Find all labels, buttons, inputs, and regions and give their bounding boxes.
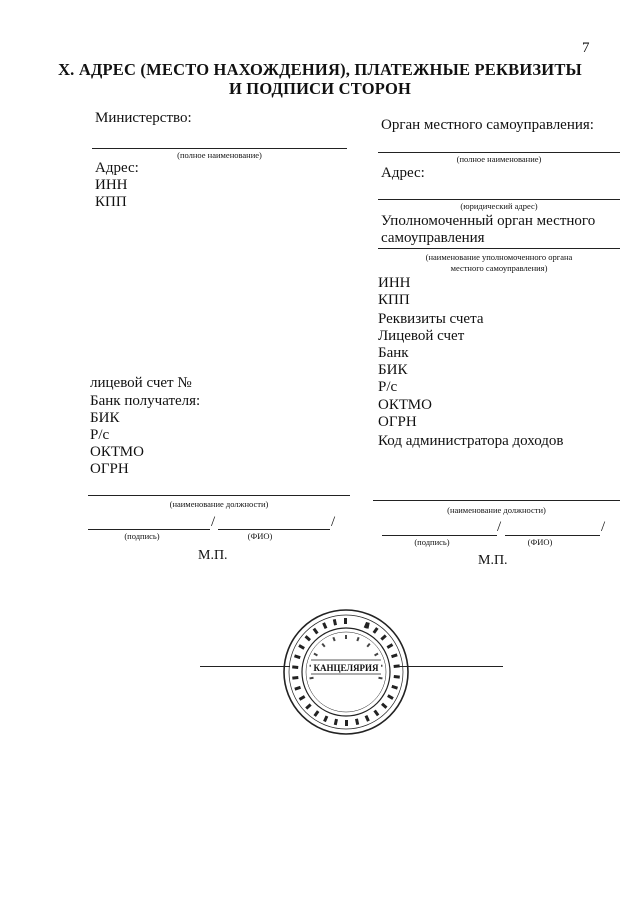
ministry-name-line (92, 148, 347, 149)
ministry-kpp-label: КПП (95, 194, 127, 210)
municipality-bank-label: Банк (378, 345, 409, 361)
municipality-address-label: Адрес: (381, 165, 425, 181)
municipality-signature-line (382, 535, 497, 536)
ministry-signature-caption: (подпись) (124, 531, 160, 541)
ministry-position-caption: (наименование должности) (169, 499, 269, 509)
ministry-oktmo-label: ОКТМО (90, 444, 144, 460)
municipality-signature-caption: (подпись) (414, 537, 450, 547)
authorized-body-caption-1: (наименование уполномоченного органа (425, 252, 573, 262)
municipality-address-line (378, 199, 620, 200)
municipality-heading: Орган местного самоуправления: (381, 117, 594, 133)
municipality-position-line (373, 500, 620, 501)
ministry-fio-line (218, 529, 330, 530)
ministry-slash-end: / (331, 514, 336, 530)
ministry-heading: Министерство: (95, 110, 192, 126)
page-number: 7 (582, 40, 590, 56)
stamp-label: КАНЦЕЛЯРИЯ (313, 663, 379, 673)
municipality-fio-line (505, 535, 600, 536)
municipality-name-caption: (полное наименование) (456, 154, 542, 164)
municipality-kpp-label: КПП (378, 292, 410, 308)
ministry-address-label: Адрес: (95, 160, 139, 176)
authorized-body-line1: Уполномоченный орган местного (381, 213, 596, 229)
municipality-bik-label: БИК (378, 362, 408, 378)
municipality-ogrn-label: ОГРН (378, 414, 417, 430)
ministry-rs-label: Р/с (90, 427, 110, 443)
authorized-body-line (378, 248, 620, 249)
municipality-admin-code-label: Код администратора доходов (378, 433, 564, 449)
official-stamp (282, 608, 410, 736)
municipality-inn-label: ИНН (378, 275, 411, 291)
municipality-slash: / (497, 519, 502, 535)
municipality-slash-end: / (601, 519, 606, 535)
authorized-body-caption-2: местного самоуправления) (450, 263, 548, 273)
municipality-name-line (378, 152, 620, 153)
municipality-address-caption: (юридический адрес) (460, 201, 538, 211)
ministry-ogrn-label: ОГРН (90, 461, 129, 477)
ministry-signature-line (88, 529, 210, 530)
municipality-fio-caption: (ФИО) (527, 537, 553, 547)
ministry-name-caption: (полное наименование) (177, 150, 262, 160)
ministry-bank-label: Банк получателя: (90, 393, 201, 409)
ministry-account-label: лицевой счет № (90, 375, 192, 391)
municipality-account-details-label: Реквизиты счета (378, 311, 484, 327)
municipality-personal-account-label: Лицевой счет (378, 328, 465, 344)
authorized-body-line2: самоуправления (381, 230, 485, 246)
ministry-seal-place: М.П. (198, 548, 228, 563)
ministry-inn-label: ИНН (95, 177, 128, 193)
ministry-bik-label: БИК (90, 410, 120, 426)
section-title-line1: X. АДРЕС (МЕСТО НАХОЖДЕНИЯ), ПЛАТЕЖНЫЕ РЕКВИЗИТЫ (58, 60, 582, 79)
municipality-oktmo-label: ОКТМО (378, 397, 432, 413)
stamp-line-right (398, 666, 503, 667)
municipality-seal-place: М.П. (478, 553, 508, 568)
ministry-slash: / (211, 514, 216, 530)
stamp-line-left (200, 666, 290, 667)
municipality-position-caption: (наименование должности) (447, 505, 546, 515)
ministry-fio-caption: (ФИО) (247, 531, 273, 541)
section-title-line2: И ПОДПИСИ СТОРОН (228, 79, 412, 98)
municipality-rs-label: Р/с (378, 379, 398, 395)
ministry-position-line (88, 495, 350, 496)
